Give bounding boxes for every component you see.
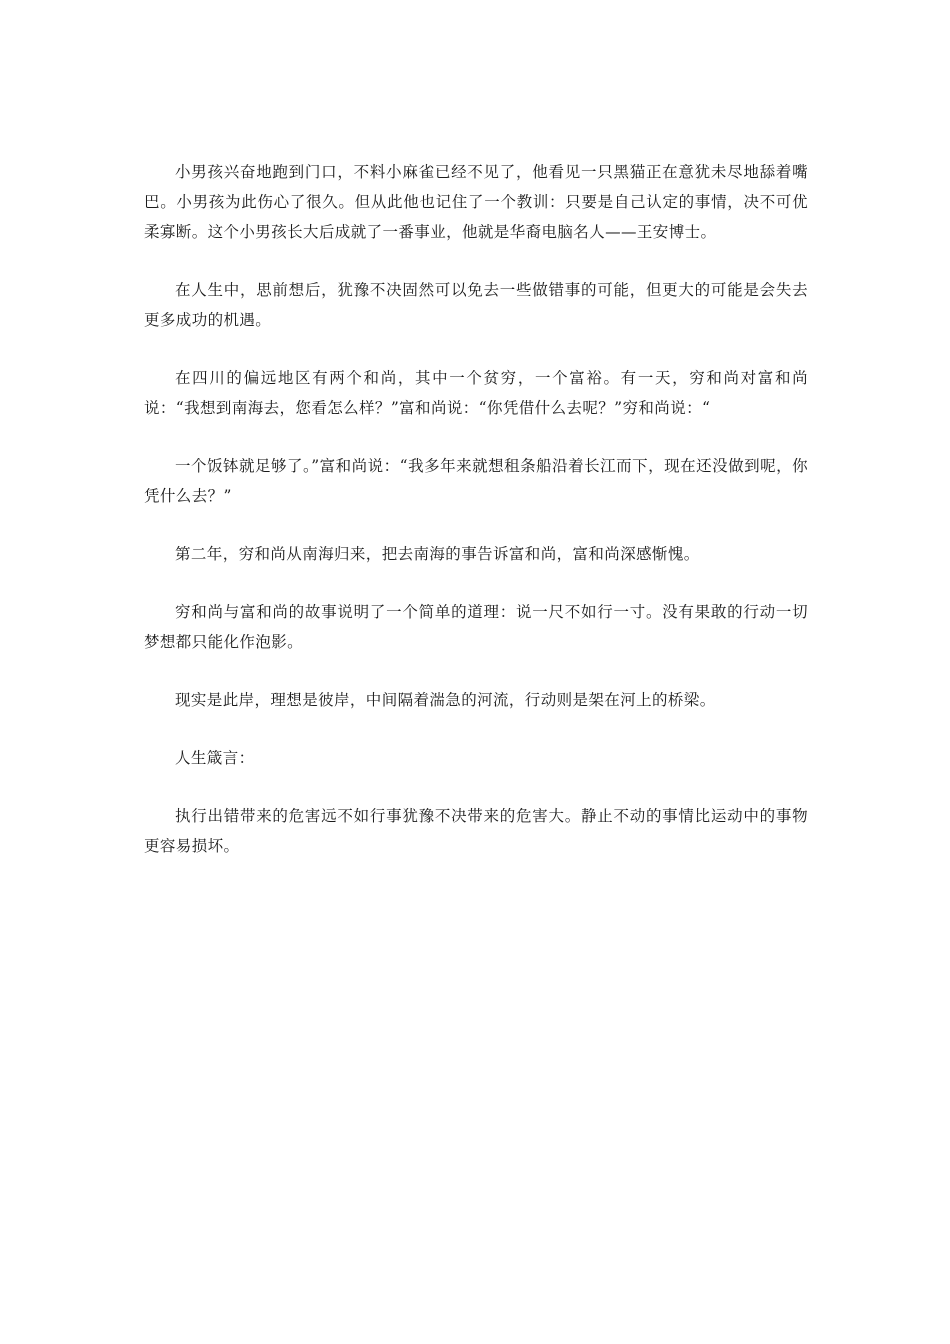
document-body: [144, 157, 808, 889]
paragraph-hesitation: 在人生中，思前想后，犹豫不决固然可以免去一些做错事的可能，但更大的可能是会失去更多成功的机遇。: [144, 281, 808, 329]
paragraph-moral: 穷和尚与富和尚的故事说明了一个简单的道理：说一尺不如行一寸。没有果敢的行动一切梦想都只能化作泡影。: [144, 603, 808, 651]
paragraph-wang-an-story: 小男孩兴奋地跑到门口，不料小麻雀已经不见了，他看见一只黑猫正在意犹未尽地舔着嘴巴。小男孩为此伤心了很久。但从此他也记住了一个教训：只要是自己认定的事情，决不可优柔寡断。这个小男孩长大后成就了一番事业，他就是华裔电脑名人——王安博士。: [144, 163, 808, 241]
paragraph-two-monks-dialogue: 一个饭钵就足够了。”富和尚说：“我多年来就想租条船沿着长江而下，现在还没做到呢，你凭什么去？”: [144, 457, 808, 505]
paragraph-two-monks-intro: 在四川的偏远地区有两个和尚，其中一个贫穷，一个富裕。有一天，穷和尚对富和尚说：“我想到南海去，您看怎么样？”富和尚说：“你凭借什么去呢？”穷和尚说：“: [144, 369, 808, 417]
paragraph-second-year: 第二年，穷和尚从南海归来，把去南海的事告诉富和尚，富和尚深感惭愧。: [175, 545, 700, 563]
paragraph-maxim-heading: 人生箴言：: [175, 749, 255, 767]
paragraph-maxim: 执行出错带来的危害远不如行事犹豫不决带来的危害大。静止不动的事情比运动中的事物更容易损坏。: [144, 807, 808, 855]
paragraph-bridge: 现实是此岸，理想是彼岸，中间隔着湍急的河流，行动则是架在河上的桥梁。: [175, 691, 716, 709]
